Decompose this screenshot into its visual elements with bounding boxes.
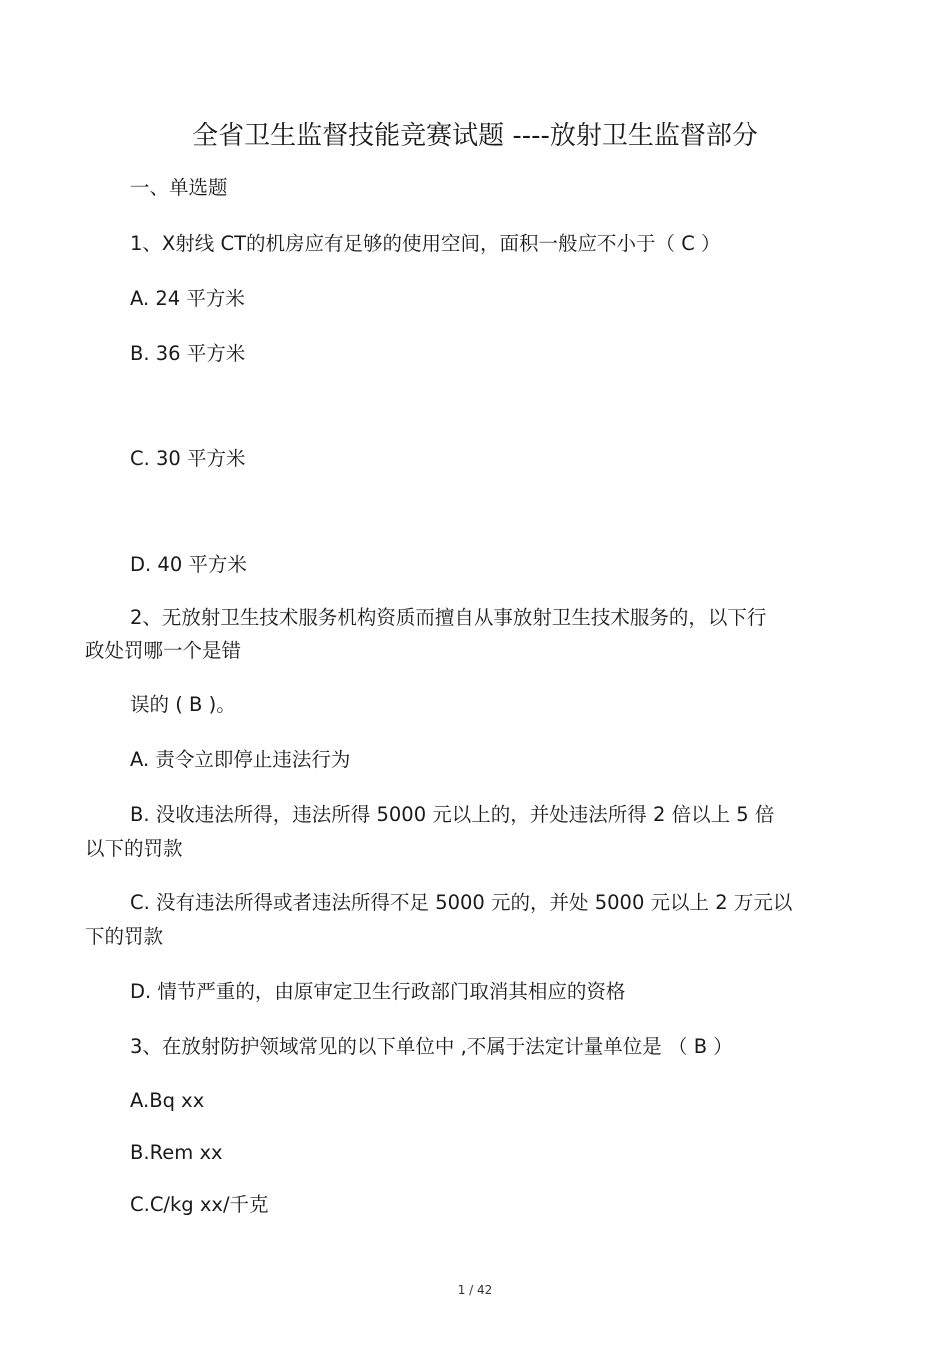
section-heading: 一、单选题 [130,176,228,199]
document-title: 全省卫生监督技能竞赛试题 ----放射卫生监督部分 [192,121,758,151]
question-2-option-c-line-1: C. 没有违法所得或者违法所得不足 5000 元的，并处 5000 元以上 2 万元以 [130,891,793,914]
question-2-text-line-2: 政处罚哪一个是错 [85,639,242,662]
question-2-option-d: D. 情节严重的，由原审定卫生行政部门取消其相应的资格 [130,980,626,1003]
question-2-text-line-1: 2、无放射卫生技术服务机构资质而擅自从事放射卫生技术服务的，以下行 [130,606,767,629]
question-1-option-a: A. 24 平方米 [130,287,245,310]
question-1-option-d: D. 40 平方米 [130,553,247,576]
page-indicator: 1 / 42 [457,1283,493,1297]
question-3-option-c: C.C/kg xx/千克 [130,1193,269,1216]
question-2-option-c-line-2: 下的罚款 [85,925,164,948]
question-2-option-b-line-1: B. 没收违法所得，违法所得 5000 元以上的，并处违法所得 2 倍以上 5 倍 [130,803,775,826]
question-2-text-line-3: 误的 ( B )。 [130,693,236,716]
question-1-option-b: B. 36 平方米 [130,342,246,365]
question-3-text: 3、在放射防护领域常见的以下单位中 ,不属于法定计量单位是 （ B ） [130,1035,733,1058]
question-2-option-b-line-2: 以下的罚款 [85,837,183,860]
question-2-option-a: A. 责令立即停止违法行为 [130,748,351,771]
question-1-option-c: C. 30 平方米 [130,447,246,470]
question-3-option-b: B.Rem xx [130,1141,223,1164]
question-1-text: 1、X射线 CT的机房应有足够的使用空间，面积一般应不小于（ C ） [130,232,721,255]
question-3-option-a: A.Bq xx [130,1089,205,1112]
